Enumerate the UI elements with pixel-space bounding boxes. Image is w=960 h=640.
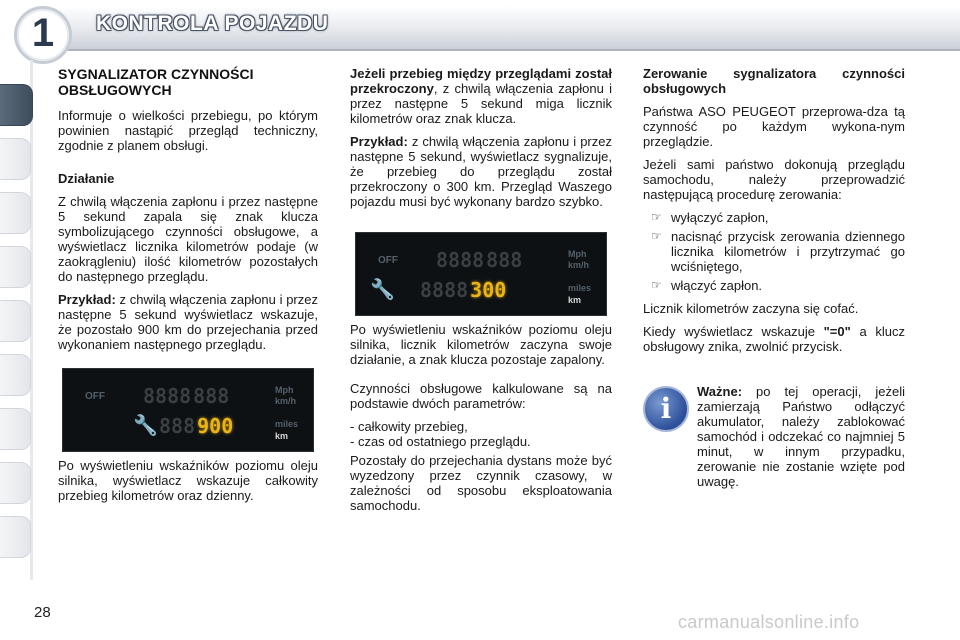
unit-mph: Mph: [275, 385, 294, 395]
example-paragraph-2: [350, 134, 612, 209]
list-item: ☞ włączyć zapłon.: [651, 278, 763, 293]
exceeded-paragraph: [350, 66, 612, 126]
off-label: OFF: [85, 391, 105, 402]
zero-value: "=0": [823, 324, 851, 339]
watermark: carmanualsonline.info: [678, 612, 860, 632]
wrench-icon: 🔧: [133, 415, 158, 437]
header-divider: [60, 49, 960, 51]
note-text: po tej operacji, jeżeli zamierzają Państwo odłączyć akumulator, należy zablokować samochód i odczekać co najmniej 5 minut, w innym przypadku, zerowanie nie zostanie wzięte pod uwagę.: [697, 384, 905, 489]
unit-miles: miles: [275, 419, 299, 429]
column-2-bottom: [350, 322, 612, 521]
instrument-display-300: [355, 232, 607, 316]
chapter-tab[interactable]: [0, 354, 31, 396]
page-title: KONTROLA POJAZDU: [96, 12, 329, 35]
chapter-tab[interactable]: [0, 408, 31, 450]
list-item: - czas od ostatniego przeglądu.: [350, 434, 531, 449]
section-heading: SYGNALIZATOR CZYNNOŚCI OBSŁUGOWYCH: [58, 66, 254, 98]
after-display-paragraph-2: Po wyświetleniu wskaźników poziomu oleju silnika, licznik kilometrów zaczyna swoje działanie, a znak klucza pozostaje zapalony.: [350, 322, 612, 367]
note-label: Ważne:: [697, 384, 743, 399]
list-item: ☞ wyłączyć zapłon,: [651, 210, 769, 225]
example-paragraph: [58, 292, 318, 352]
display-value: 900: [197, 414, 234, 438]
closing-paragraph: Pozostały do przejechania dystans może być wyzedzony przez czynnik czasowy, w zależności od sposobu eksploatowania samochodu.: [350, 453, 612, 513]
chapter-tab[interactable]: [0, 300, 31, 342]
page-number: 28: [34, 604, 51, 621]
chapter-tab[interactable]: [0, 516, 31, 558]
example-label-2: Przykład:: [350, 134, 408, 149]
column-1: [58, 66, 318, 360]
chapter-number: 1: [31, 11, 55, 55]
unit-kmh: km/h: [275, 396, 297, 406]
chapter-tab[interactable]: [0, 138, 31, 180]
unit-mph: Mph: [568, 249, 587, 259]
pointing-hand-icon: ☞: [651, 278, 662, 292]
operation-paragraph: Z chwilą włączenia zapłonu i przez następne 5 sekund zapala się znak klucza symbolizującego czynności obsługowe, a wyświetlacz licznika kilometrów podaje (w zaokrągleniu) ilość kilometrów pozostałych do następnego przeglądu.: [58, 194, 318, 284]
exceeded-label: Jeżeli przebieg między przeglądami został przekroczony: [350, 66, 612, 96]
info-icon: i: [643, 386, 689, 432]
segment-row-bottom: 8888 300: [420, 278, 507, 302]
exceeded-text: , z chwilą włączenia zapłonu i przez następne 5 sekund miga licznik kilometrów oraz znak klucza.: [350, 81, 612, 126]
example-label: Przykład:: [58, 292, 116, 307]
reset-steps: [643, 210, 905, 293]
intro-paragraph: Informuje o wielkości przebiegu, po którym powinien nastąpić przegląd techniczny, zgodnie z planem obsługi.: [58, 108, 318, 153]
column-1-bottom: [58, 458, 318, 511]
page-header: [0, 0, 960, 54]
calculation-intro: Czynności obsługowe kalkulowane są na podstawie dwóch parametrów:: [350, 381, 612, 411]
reset-intro: Państwa ASO PEUGEOT przeprowa-dza tą czynność po każdym wykona-nym przeglądzie.: [643, 104, 905, 149]
off-label: OFF: [378, 255, 398, 266]
self-service-paragraph: Jeżeli sami państwo dokonują przeglądu samochodu, należy przeprowadzić następującą procedurę zerowania:: [643, 157, 905, 202]
reset-heading: Zerowanie sygnalizatora czynności obsługowych: [643, 66, 905, 96]
chapter-tabs: [0, 60, 36, 580]
pointing-hand-icon: ☞: [651, 229, 662, 243]
release-paragraph: Kiedy wyświetlacz wskazuje "=0" a klucz obsługowy znika, zwolnić przycisk.: [643, 324, 905, 354]
note-box: [643, 384, 905, 489]
list-item: ☞ nacisnąć przycisk zerowania dziennego licznika kilometrów i przytrzymać go wciśniętego,: [651, 229, 905, 274]
column-3: [643, 66, 905, 362]
wrench-icon: 🔧: [370, 279, 395, 301]
segment-row-top: 8888 888: [436, 248, 523, 272]
example-text-2: z chwilą włączenia zapłonu i przez następne 5 sekund, wyświetlacz sygnalizuje, że przebieg do przeglądu został przekroczony o 300 km. Przegląd Waszego pojazdu musi być wykonany bardzo szybko.: [350, 134, 612, 209]
subheading-operation: Działanie: [58, 171, 115, 186]
unit-km: km: [275, 431, 289, 441]
display-value: 300: [470, 278, 507, 302]
list-item: - całkowity przebieg,: [350, 419, 468, 434]
instrument-display-900: [62, 368, 314, 452]
chapter-tab-active[interactable]: [0, 84, 33, 126]
parameter-list: [350, 419, 612, 449]
chapter-tab[interactable]: [0, 462, 31, 504]
unit-kmh: km/h: [568, 260, 590, 270]
note-paragraph-top: [643, 384, 905, 489]
example-text: z chwilą włączenia zapłonu i przez następne 5 sekund wyświetlacz wskazuje, że pozostało 900 km do przejechania przed wykonaniem następnego przeglądu.: [58, 292, 318, 352]
unit-miles: miles: [568, 283, 592, 293]
chapter-tab[interactable]: [0, 246, 31, 288]
column-2: [350, 66, 612, 217]
countdown-paragraph: Licznik kilometrów zaczyna się cofać.: [643, 301, 859, 316]
after-display-paragraph: Po wyświetleniu wskaźników poziomu oleju silnika, wyświetlacz wskazuje całkowity przebieg kilometrów oraz dzienny.: [58, 458, 318, 503]
pointing-hand-icon: ☞: [651, 210, 662, 224]
segment-row-bottom: 888 900: [159, 414, 234, 438]
unit-km: km: [568, 295, 582, 305]
segment-row-top: 8888 888: [143, 384, 230, 408]
chapter-tab[interactable]: [0, 192, 31, 234]
